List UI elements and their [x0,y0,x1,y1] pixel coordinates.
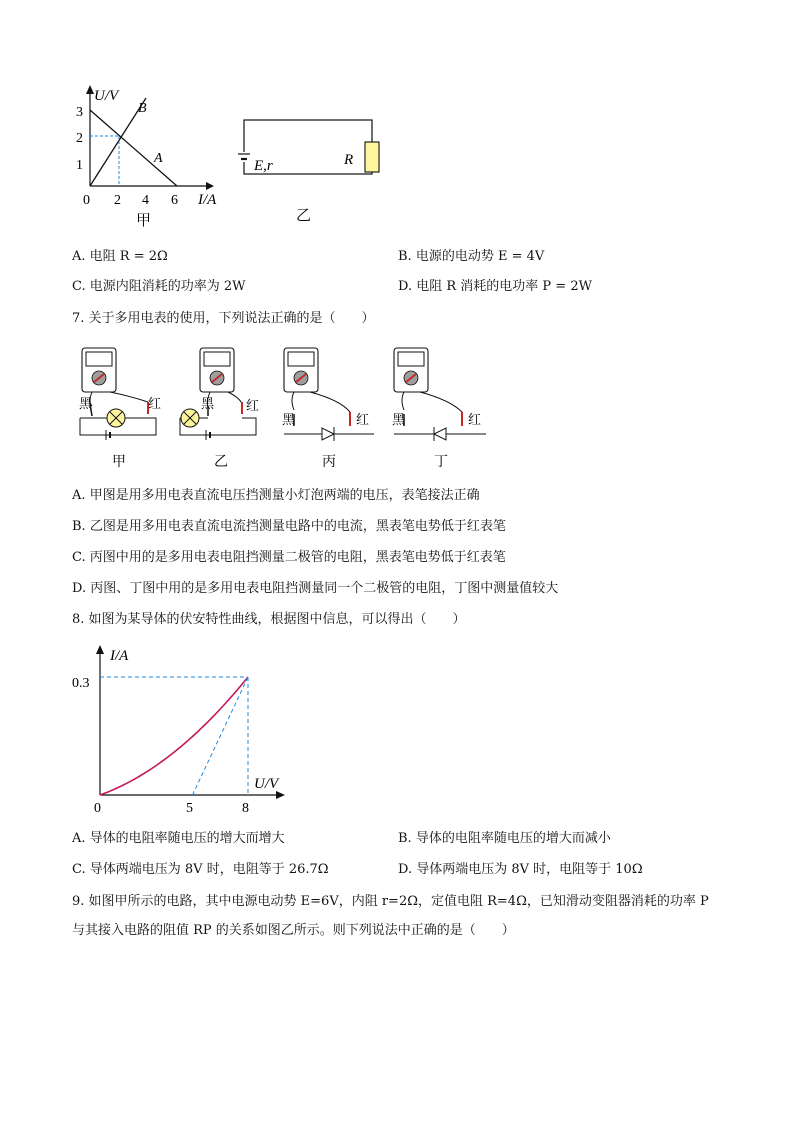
y-axis-label: I/A [110,648,129,664]
x-tick-8: 8 [242,801,249,816]
yi-black-label: 黑 [201,396,215,411]
x-tick-2: 2 [114,193,121,208]
option-text: 导体两端电压为 8V 时，电阻等于 10Ω [416,862,643,877]
option-text: 丙图、丁图中用的是多用电表电阻挡测量同一个二极管的电阻，丁图中测量值较大 [90,581,559,596]
q6-option-d [398,278,592,296]
option-label: C. [72,862,86,877]
jia-red-label: 红 [148,396,162,411]
y-tick-3: 3 [76,105,83,120]
axis-i-label: I/A [198,192,217,208]
q8-iv-chart [70,640,300,820]
option-text: 甲图是用多用电表直流电压挡测量小灯泡两端的电压，表笔接法正确 [89,488,480,503]
y-tick-1: 1 [76,158,83,173]
yi-red-label: 红 [246,398,260,413]
iv-curve [100,677,248,795]
jia-caption: 甲 [112,455,126,470]
option-text: 导体的电阻率随电压的增大而减小 [415,831,611,846]
q7-stem: 7. 关于多用电表的使用，下列说法正确的是（ ） [72,311,375,326]
line-a-label: A [154,151,163,166]
option-text: 导体的电阻率随电压的增大而增大 [89,831,285,846]
q7-figures [70,340,500,475]
option-text: 导体两端电压为 8V 时，电阻等于 26.7Ω [89,862,329,877]
x-tick-6: 6 [171,193,178,208]
caption-yi: 乙 [296,208,312,224]
yi-caption: 乙 [214,455,228,470]
option-label: C. [72,550,86,565]
option-text: 电阻 R = 2Ω [89,249,168,264]
option-label: C. [72,279,86,294]
q8-option-c [72,861,329,879]
ding-caption: 丁 [434,455,448,470]
option-text: 电源的电动势 E = 4V [415,249,545,264]
option-text: 乙图是用多用电表直流电流挡测量电路中的电流，黑表笔电势低于红表笔 [89,519,506,534]
option-label: B. [72,519,86,534]
q9-stem-line1: 9. 如图甲所示的电路，其中电源电动势 E=6V，内阻 r=2Ω，定值电阻 R=4Ω，已知滑动变阻器消耗的功率 P [72,894,709,909]
q8-option-d [398,861,643,879]
option-label: A. [72,488,86,503]
q8-option-b [398,830,611,848]
source-label: E,r [254,158,273,174]
x-axis-label: U/V [254,776,279,792]
bing-red-label: 红 [356,412,370,427]
q6-option-a [72,248,168,266]
caption-jia: 甲 [136,213,152,229]
axis-u-label: U/V [94,88,119,104]
option-text: 电源内阻消耗的功率为 2W [89,279,246,294]
x-tick-4: 4 [142,193,149,208]
option-label: A. [72,249,86,264]
resistor-label: R [344,152,354,168]
q6-graph-jia [70,80,230,230]
option-label: B. [398,831,412,846]
ding-red-label: 红 [468,412,482,427]
tangent-line [193,677,249,795]
x-tick-0: 0 [94,801,101,816]
option-label: A. [72,831,86,846]
bing-caption: 丙 [322,455,336,470]
y-tick-2: 2 [76,131,83,146]
x-tick-5: 5 [186,801,193,816]
q7-option-d [72,580,558,598]
q6-option-b [398,248,544,266]
x-tick-0: 0 [83,193,90,208]
bing-black-label: 黑 [282,412,296,427]
y-tick-0-3: 0.3 [72,676,90,691]
q7-option-c [72,549,506,567]
q8-option-a [72,830,285,848]
q6-option-c [72,278,246,296]
q7-option-b [72,518,506,536]
q6-circuit-yi [228,112,388,230]
q7-option-a [72,487,480,505]
line-b-label: B [138,101,147,116]
jia-black-label: 黑 [79,396,93,411]
option-label: B. [398,249,412,264]
ding-black-label: 黑 [392,412,406,427]
option-label: D. [72,581,87,596]
option-text: 丙图中用的是多用电表电阻挡测量二极管的电阻，黑表笔电势低于红表笔 [89,550,506,565]
q8-stem: 8. 如图为某导体的伏安特性曲线，根据图中信息，可以得出（ ） [72,612,466,627]
option-label: D. [398,862,413,877]
option-text: 电阻 R 消耗的电功率 P = 2W [416,279,592,294]
q9-stem-line2: 与其接入电路的阻值 RP 的关系如图乙所示。则下列说法中正确的是（ ） [72,923,515,938]
option-label: D. [398,279,413,294]
